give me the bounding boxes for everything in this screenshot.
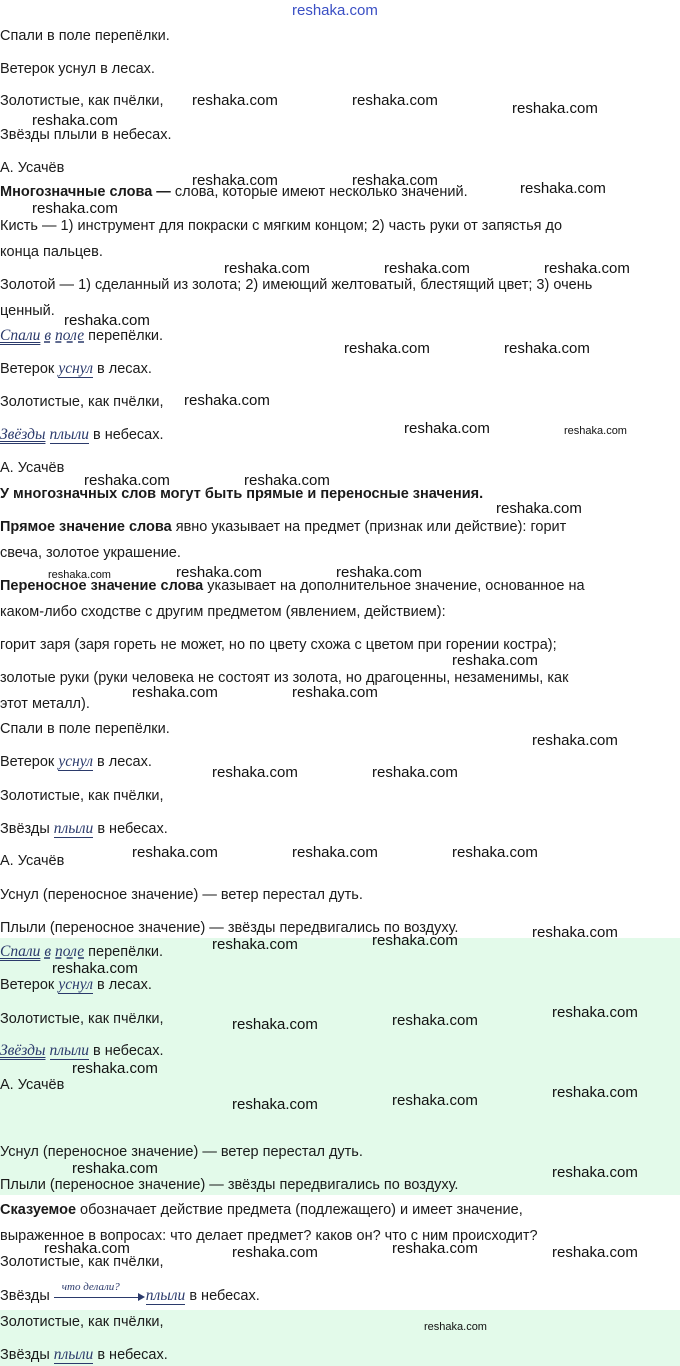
- poem5-line-4: [0, 1281, 260, 1305]
- watermark: reshaka.com: [496, 500, 582, 517]
- word-zvezdy: Звёзды: [0, 426, 46, 443]
- example-kist-2: конца пальцев.: [0, 244, 103, 260]
- watermark: reshaka.com: [544, 260, 630, 277]
- site-watermark-top: reshaka.com: [292, 2, 378, 19]
- text-rest: в лесах.: [92, 977, 152, 993]
- watermark: reshaka.com: [192, 92, 278, 109]
- plyli-explanation: Плыли (переносное значение) — звёзды передвигались по воздуху.: [0, 920, 459, 936]
- watermark: reshaka.com: [132, 844, 218, 861]
- predicate-definition-1: [0, 1201, 523, 1219]
- watermark: reshaka.com: [372, 764, 458, 781]
- watermark: reshaka.com: [552, 1084, 638, 1101]
- example-kist-1: Кисть — 1) инструмент для покраски с мягким концом; 2) часть руки от запястья до: [0, 218, 563, 234]
- poem5-line-3: Золотистые, как пчёлки,: [0, 1254, 164, 1270]
- parsed-line-3: Золотистые, как пчёлки,: [0, 394, 164, 410]
- text-veterok: Ветерок: [0, 754, 59, 770]
- poem-line-4: Звёзды плыли в небесах.: [0, 127, 172, 143]
- watermark: reshaka.com: [424, 1321, 487, 1333]
- watermark: reshaka.com: [84, 472, 170, 489]
- text-rest: в небесах.: [89, 1043, 164, 1059]
- direct-meaning-1: [0, 518, 566, 536]
- watermark: reshaka.com: [352, 92, 438, 109]
- text-rest: в небесах.: [93, 1347, 168, 1363]
- definition-text: слова, которые имеют несколько значений.: [170, 184, 468, 200]
- term-predicate: Сказуемое: [0, 1202, 77, 1218]
- watermark: reshaka.com: [552, 1164, 638, 1181]
- word-plyli: плыли: [53, 1346, 94, 1363]
- watermark: reshaka.com: [52, 960, 138, 977]
- poem-author: А. Усачёв: [0, 160, 65, 176]
- watermark: reshaka.com: [336, 564, 422, 581]
- meanings-heading: У многозначных слов могут быть прямые и переносные значения.: [0, 486, 484, 502]
- poem4-author: А. Усачёв: [0, 1077, 65, 1093]
- watermark: reshaka.com: [72, 1060, 158, 1077]
- plyli-explanation-2: Плыли (переносное значение) — звёзды передвигались по воздуху.: [0, 1177, 459, 1193]
- watermark: reshaka.com: [344, 340, 430, 357]
- watermark: reshaka.com: [520, 180, 606, 197]
- poem-line-3: Золотистые, как пчёлки,: [0, 93, 164, 109]
- term-polysemous: Многозначные слова —: [0, 184, 171, 200]
- word-usnul: уснул: [58, 976, 93, 993]
- space: [45, 1043, 49, 1059]
- text-rest: в небесах.: [93, 821, 168, 837]
- term-direct: Прямое значение слова: [0, 519, 172, 535]
- watermark: reshaka.com: [392, 1012, 478, 1029]
- predicate-def: обозначает действие предмета (подлежащего) и имеет значение,: [76, 1202, 523, 1218]
- watermark: reshaka.com: [404, 420, 490, 437]
- subject-spali: Спали: [0, 943, 41, 960]
- watermark: reshaka.com: [224, 260, 310, 277]
- watermark: reshaka.com: [184, 392, 270, 409]
- poem-line-2: Ветерок уснул в лесах.: [0, 61, 155, 77]
- poem3-author: А. Усачёв: [0, 853, 65, 869]
- poem3-line-4: [0, 820, 168, 838]
- watermark: reshaka.com: [48, 569, 111, 581]
- word-usnul: уснул: [58, 753, 93, 770]
- example-zolotoy-2: ценный.: [0, 303, 55, 319]
- usnul-explanation-2: Уснул (переносное значение) — ветер перестал дуть.: [0, 1144, 363, 1160]
- watermark: reshaka.com: [392, 1240, 478, 1257]
- watermark: reshaka.com: [212, 936, 298, 953]
- term-figurative: Переносное значение слова: [0, 578, 204, 594]
- figurative-def: указывает на дополнительное значение, основанное на: [203, 578, 585, 594]
- watermark: reshaka.com: [452, 652, 538, 669]
- poem4-line-2: [0, 976, 152, 994]
- figurative-example-1: горит заря (заря гореть не может, но по цвету схожа с цветом при горении костра);: [0, 637, 557, 653]
- poem4-line-4: [0, 1042, 163, 1060]
- word-plyli: плыли: [49, 426, 90, 443]
- watermark: reshaka.com: [552, 1244, 638, 1261]
- text-veterok: Ветерок: [0, 977, 59, 993]
- watermark: reshaka.com: [352, 172, 438, 189]
- question-label: что делали?: [61, 1281, 120, 1294]
- text-rest: в лесах.: [92, 361, 152, 377]
- poem6-line-4: [0, 1346, 168, 1364]
- text-rest: перепёлки.: [84, 328, 164, 344]
- watermark: reshaka.com: [232, 1096, 318, 1113]
- parsed-line-2: [0, 360, 152, 378]
- text-zvezdy: Звёзды: [0, 1288, 54, 1304]
- predicate-definition-2: выраженное в вопросах: что делает предмет? каков он? что с ним происходит?: [0, 1228, 538, 1244]
- watermark: reshaka.com: [532, 924, 618, 941]
- word-usnul: уснул: [58, 360, 93, 377]
- word-plyli: плыли: [145, 1287, 186, 1304]
- word-plyli: плыли: [49, 1042, 90, 1059]
- watermark: reshaka.com: [176, 564, 262, 581]
- parsed-line-4: [0, 426, 163, 444]
- arrow-head-icon: [138, 1293, 145, 1301]
- arrow-line: [54, 1297, 140, 1298]
- poem4-line-1: [0, 943, 163, 961]
- watermark: reshaka.com: [564, 425, 627, 437]
- watermark: reshaka.com: [504, 340, 590, 357]
- text-rest: перепёлки.: [84, 944, 164, 960]
- watermark: reshaka.com: [292, 844, 378, 861]
- figurative-meaning-2: каком-либо сходстве с другим предметом (явлением, действием):: [0, 604, 446, 620]
- watermark: reshaka.com: [32, 200, 118, 217]
- figurative-example-2: золотые руки (руки человека не состоят из золота, но драгоценны, незаменимы, как: [0, 670, 569, 686]
- poem3-line-1: Спали в поле перепёлки.: [0, 721, 170, 737]
- watermark: reshaka.com: [552, 1004, 638, 1021]
- parsed-line-1: [0, 327, 163, 345]
- watermark: reshaka.com: [232, 1016, 318, 1033]
- watermark: reshaka.com: [384, 260, 470, 277]
- poem6-line-3: Золотистые, как пчёлки,: [0, 1314, 164, 1330]
- watermark: reshaka.com: [372, 932, 458, 949]
- parsed-author: А. Усачёв: [0, 460, 65, 476]
- figurative-example-3: этот металл).: [0, 696, 90, 712]
- watermark: reshaka.com: [72, 1160, 158, 1177]
- watermark: reshaka.com: [212, 764, 298, 781]
- watermark: reshaka.com: [452, 844, 538, 861]
- word-zvezdy: Звёзды: [0, 1042, 46, 1059]
- watermark: reshaka.com: [232, 1244, 318, 1261]
- word-plyli: плыли: [53, 820, 94, 837]
- poem4-line-3: Золотистые, как пчёлки,: [0, 1011, 164, 1027]
- space: [45, 427, 49, 443]
- text-veterok: Ветерок: [0, 361, 59, 377]
- poem3-line-3: Золотистые, как пчёлки,: [0, 788, 164, 804]
- direct-def: явно указывает на предмет (признак или действие): горит: [171, 519, 567, 535]
- direct-meaning-2: свеча, золотое украшение.: [0, 545, 181, 561]
- text-rest: в небесах.: [89, 427, 164, 443]
- watermark: reshaka.com: [192, 172, 278, 189]
- watermark: reshaka.com: [292, 684, 378, 701]
- question-arrow: [54, 1281, 146, 1305]
- adverbial-v-pole: в поле: [44, 327, 85, 344]
- usnul-explanation: Уснул (переносное значение) — ветер перестал дуть.: [0, 887, 363, 903]
- poem-line-1: Спали в поле перепёлки.: [0, 28, 170, 44]
- watermark: reshaka.com: [64, 312, 150, 329]
- subject-spali: Спали: [0, 327, 41, 344]
- watermark: reshaka.com: [512, 100, 598, 117]
- adverbial-v-pole: в поле: [44, 943, 85, 960]
- watermark: reshaka.com: [132, 684, 218, 701]
- watermark: reshaka.com: [392, 1092, 478, 1109]
- poem3-line-2: [0, 753, 152, 771]
- watermark: reshaka.com: [32, 112, 118, 129]
- watermark: reshaka.com: [532, 732, 618, 749]
- watermark: reshaka.com: [44, 1240, 130, 1257]
- example-zolotoy-1: Золотой — 1) сделанный из золота; 2) имеющий желтоватый, блестящий цвет; 3) очень: [0, 277, 593, 293]
- text-rest: в небесах.: [185, 1288, 260, 1304]
- text-rest: в лесах.: [92, 754, 152, 770]
- text-zvezdy: Звёзды: [0, 821, 54, 837]
- text-zvezdy: Звёзды: [0, 1347, 54, 1363]
- watermark: reshaka.com: [244, 472, 330, 489]
